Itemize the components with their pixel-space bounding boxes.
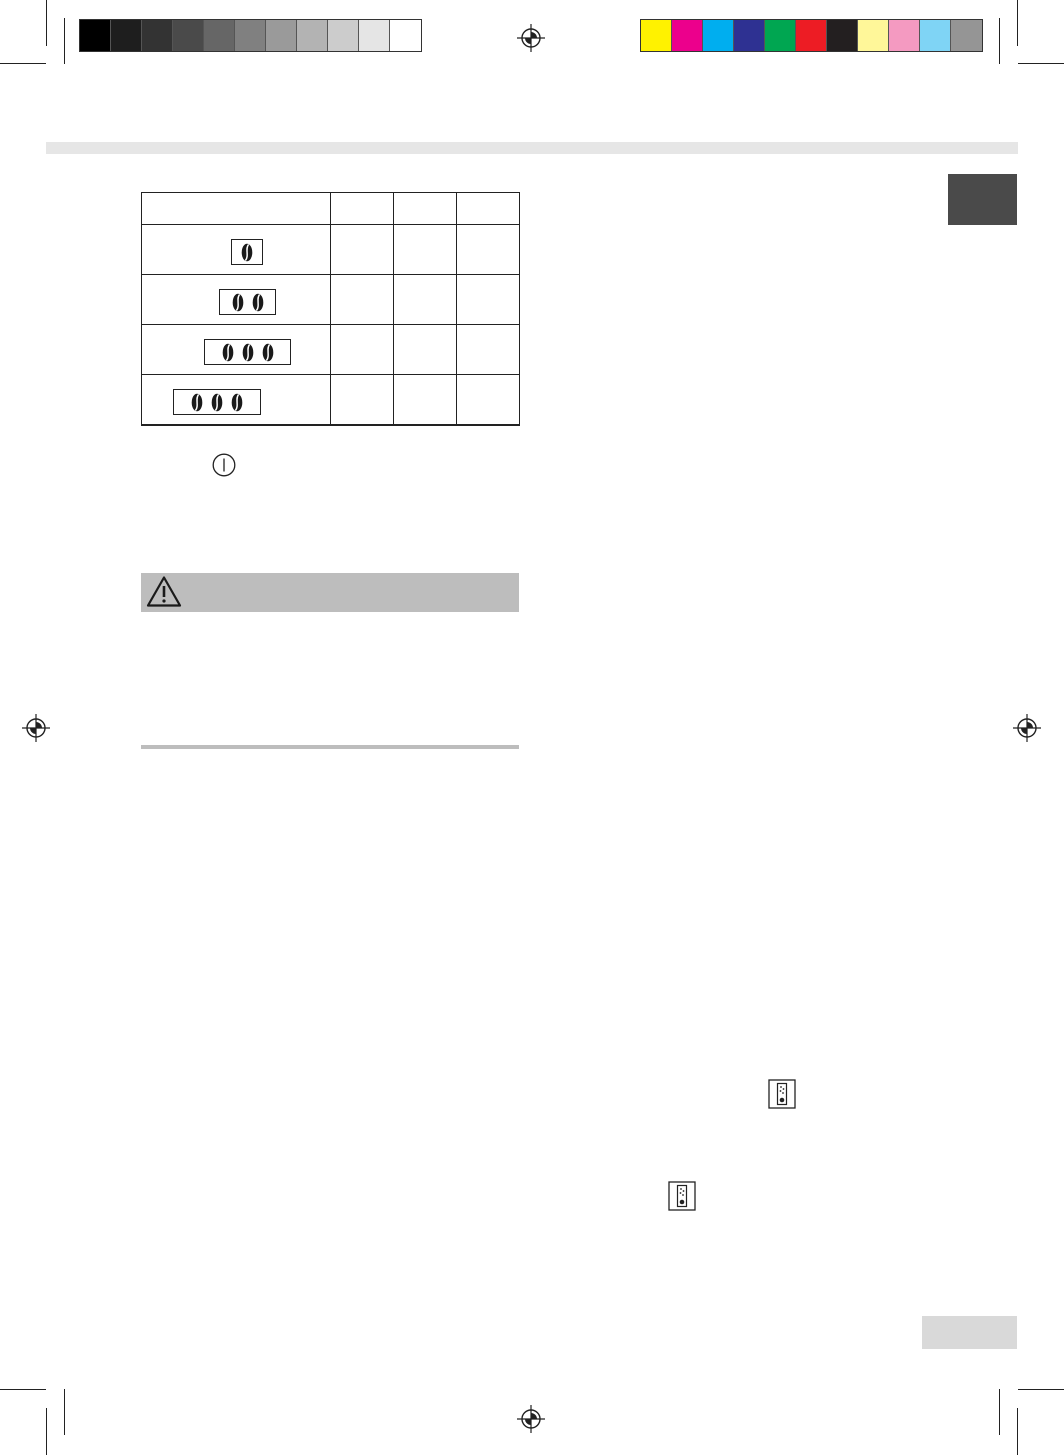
table-header-row: [142, 193, 520, 225]
color-swatch: [765, 20, 796, 51]
color-swatch: [827, 20, 858, 51]
color-swatch: [951, 20, 982, 51]
table-header-cell: [457, 193, 520, 225]
table-cell: [331, 325, 394, 375]
table-cell: [331, 225, 394, 275]
table-cell: [394, 375, 457, 426]
gray-swatch: [80, 20, 111, 51]
header-band: [46, 142, 1018, 154]
process-color-bar: [640, 19, 983, 52]
bean-cell: [142, 325, 331, 375]
table-cell: [394, 225, 457, 275]
registration-mark-right: [1013, 714, 1041, 742]
table-cell: [457, 325, 520, 375]
bean-strength-1-icon: [231, 239, 263, 265]
table-row: [142, 375, 520, 426]
grounds-container-icon: [768, 1079, 796, 1109]
grounds-container-icon: [668, 1181, 696, 1211]
bean-cell: [142, 225, 331, 275]
registration-mark-left: [22, 714, 50, 742]
table-cell: [394, 325, 457, 375]
gray-swatch: [173, 20, 204, 51]
table-cell: [331, 375, 394, 426]
grind-strength-table: [141, 192, 520, 426]
page-number-box: [922, 1316, 1017, 1349]
grayscale-color-bar: [79, 19, 422, 52]
gray-swatch: [204, 20, 235, 51]
color-swatch: [641, 20, 672, 51]
gray-swatch: [235, 20, 266, 51]
color-swatch: [920, 20, 951, 51]
table-cell: [394, 275, 457, 325]
color-swatch: [858, 20, 889, 51]
bean-strength-2-icon: [219, 289, 276, 315]
table-cell: [331, 275, 394, 325]
gray-swatch: [266, 20, 297, 51]
color-swatch: [889, 20, 920, 51]
bean-strength-3-icon: [204, 339, 291, 365]
gray-swatch: [297, 20, 328, 51]
table-row: [142, 325, 520, 375]
gray-swatch: [359, 20, 390, 51]
bean-cell: [142, 375, 331, 426]
language-tab: [948, 174, 1017, 225]
table-cell: [457, 275, 520, 325]
color-swatch: [703, 20, 734, 51]
gray-swatch: [111, 20, 142, 51]
power-symbol-icon: [212, 453, 236, 477]
color-swatch: [734, 20, 765, 51]
table-header-cell: [331, 193, 394, 225]
table-row: [142, 275, 520, 325]
color-swatch: [672, 20, 703, 51]
section-divider: [141, 745, 519, 749]
registration-mark-top: [517, 24, 545, 52]
bean-cell: [142, 275, 331, 325]
table-header-cell: [142, 193, 331, 225]
registration-mark-bottom: [517, 1405, 545, 1433]
color-swatch: [796, 20, 827, 51]
gray-swatch: [328, 20, 359, 51]
gray-swatch: [390, 20, 421, 51]
table-cell: [457, 375, 520, 426]
gray-swatch: [142, 20, 173, 51]
bean-strength-3-alt-icon: [173, 389, 261, 415]
table-header-cell: [394, 193, 457, 225]
warning-triangle-icon: [146, 575, 182, 608]
table-row: [142, 225, 520, 275]
warning-bar: [141, 573, 519, 612]
table-cell: [457, 225, 520, 275]
